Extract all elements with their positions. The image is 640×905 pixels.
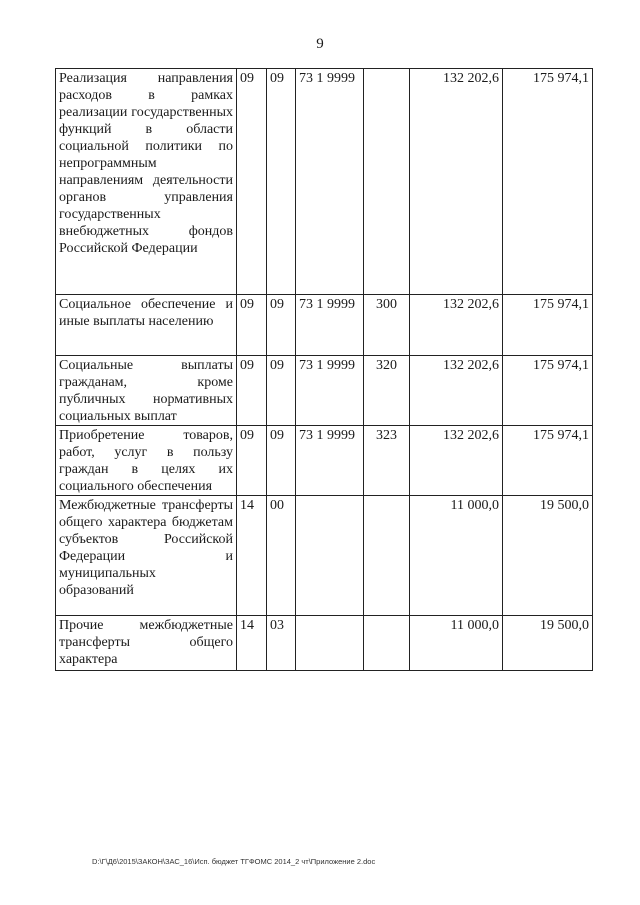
table-row [56, 616, 593, 671]
sum-2016-cell: 175 974,1 [503, 295, 593, 356]
pr-cell: 09 [267, 69, 296, 295]
csr-cell [296, 616, 364, 671]
row-name-cell: Межбюджетные трансферты общего характера бюджетам субъектов Российской Федерации и муниципальных образований [56, 496, 237, 616]
row-name-cell: Социальное обеспечение и иные выплаты населению [56, 295, 237, 356]
rz-cell: 09 [237, 356, 267, 426]
sum-2015-cell: 11 000,0 [410, 616, 503, 671]
row-name-cell: Социальные выплаты гражданам, кроме публичных нормативных социальных выплат [56, 356, 237, 426]
rz-cell: 09 [237, 295, 267, 356]
sum-2015-cell: 132 202,6 [410, 426, 503, 496]
budget-table [55, 68, 593, 671]
page-number: 9 [316, 36, 324, 52]
table-row [56, 356, 593, 426]
table-row [56, 426, 593, 496]
sum-2015-cell: 132 202,6 [410, 69, 503, 295]
vr-cell [364, 69, 410, 295]
sum-2016-cell: 175 974,1 [503, 356, 593, 426]
csr-cell: 73 1 9999 [296, 356, 364, 426]
table-row [56, 295, 593, 356]
csr-cell: 73 1 9999 [296, 295, 364, 356]
row-name-cell: Приобретение товаров, работ, услуг в пользу граждан в целях их социального обеспечения [56, 426, 237, 496]
sum-2016-cell: 175 974,1 [503, 426, 593, 496]
vr-cell: 320 [364, 356, 410, 426]
row-name-cell: Прочие межбюджетные трансферты общего характера [56, 616, 237, 671]
pr-cell: 00 [267, 496, 296, 616]
row-name-cell: Реализация направления расходов в рамках реализации государственных функций в области социальной политики по непрограммным направлениям деятельности органов управления государственных внебюджетных фондов Российской Федерации [56, 69, 237, 295]
sum-2016-cell: 175 974,1 [503, 69, 593, 295]
vr-cell: 300 [364, 295, 410, 356]
sum-2016-cell: 19 500,0 [503, 616, 593, 671]
table-row [56, 69, 593, 295]
file-path-footer: D:\Г\Д6\2015\ЗАКОН\ЗАС_16\Исп. бюджет ТГФОМС 2014_2 чт\Приложение 2.doc [92, 857, 376, 866]
rz-cell: 09 [237, 69, 267, 295]
pr-cell: 09 [267, 426, 296, 496]
sum-2015-cell: 11 000,0 [410, 496, 503, 616]
rz-cell: 14 [237, 616, 267, 671]
vr-cell [364, 496, 410, 616]
table-row [56, 496, 593, 616]
sum-2015-cell: 132 202,6 [410, 356, 503, 426]
vr-cell [364, 616, 410, 671]
pr-cell: 09 [267, 295, 296, 356]
rz-cell: 14 [237, 496, 267, 616]
pr-cell: 09 [267, 356, 296, 426]
pr-cell: 03 [267, 616, 296, 671]
csr-cell [296, 496, 364, 616]
rz-cell: 09 [237, 426, 267, 496]
sum-2016-cell: 19 500,0 [503, 496, 593, 616]
sum-2015-cell: 132 202,6 [410, 295, 503, 356]
csr-cell: 73 1 9999 [296, 69, 364, 295]
table-body [56, 69, 593, 671]
csr-cell: 73 1 9999 [296, 426, 364, 496]
vr-cell: 323 [364, 426, 410, 496]
